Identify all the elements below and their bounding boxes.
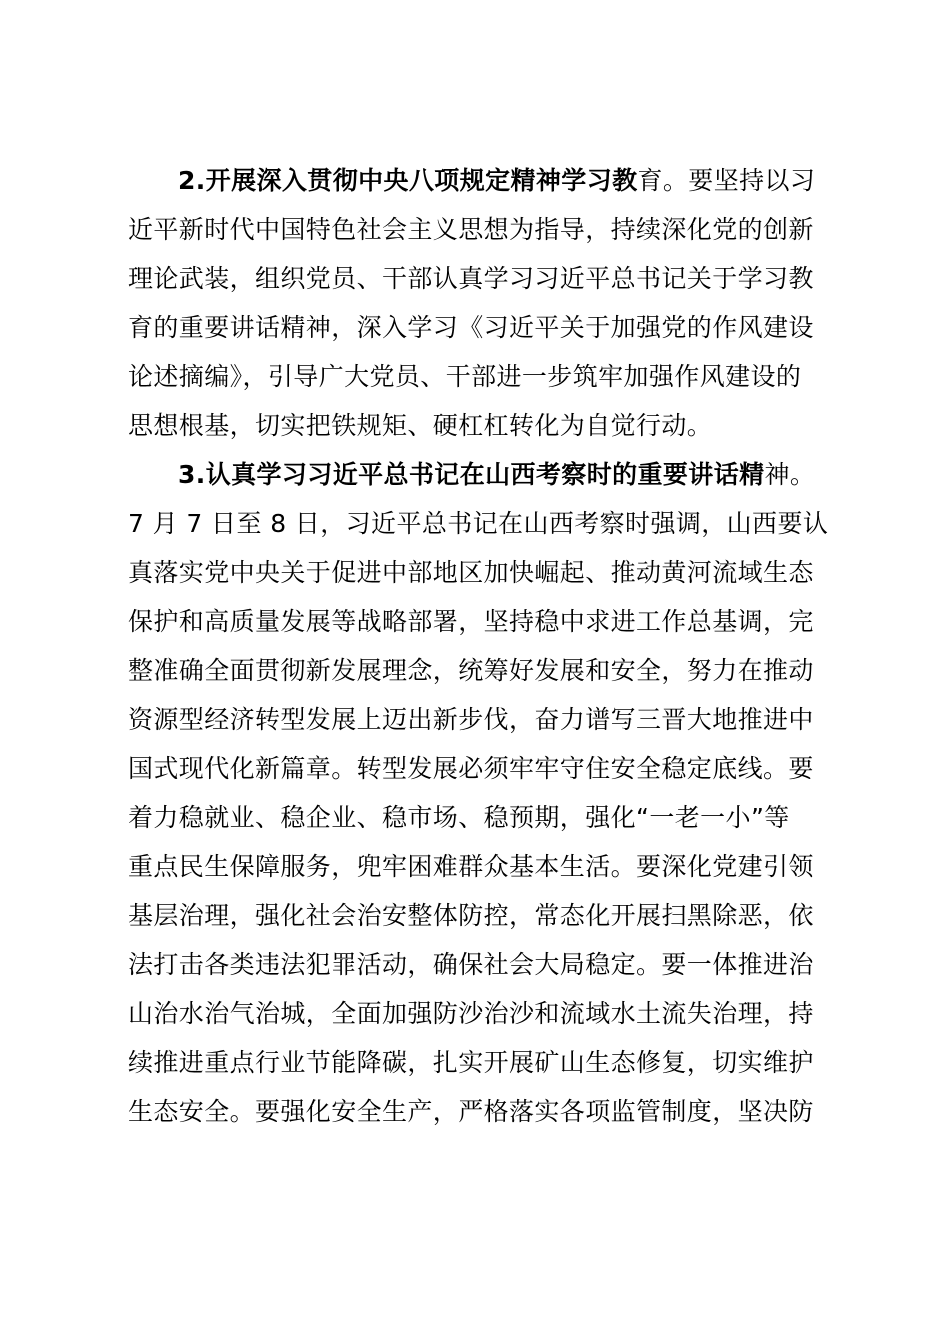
paragraph-3-line: 真落实党中央关于促进中部地区加快崛起、推动黄河流域生态: [128, 558, 814, 587]
paragraph-3-line: 保护和高质量发展等战略部署，坚持稳中求进工作总基调，完: [128, 607, 814, 636]
paragraph-3-line: 法打击各类违法犯罪活动，确保社会大局稳定。要一体推进治: [128, 950, 814, 979]
paragraph-3-heading-tail: 神。: [764, 460, 816, 489]
paragraph-3-line: 生态安全。要强化安全生产，严格落实各项监管制度，坚决防: [128, 1097, 814, 1126]
paragraph-3-first-line: [128, 450, 850, 499]
paragraph-2-line: 论述摘编》，引导广大党员、干部进一步筑牢加强作风建设的: [128, 362, 802, 391]
paragraph-3-heading: 3.认真学习习近平总书记在山西考察时的重要讲话精: [178, 460, 765, 489]
paragraph-3-line: 重点民生保障服务，兜牢困难群众基本生活。要深化党建引领: [128, 852, 814, 881]
paragraph-2-line: 育的重要讲话精神，深入学习《习近平关于加强党的作风建设: [128, 313, 814, 342]
document-body: [128, 156, 850, 1136]
paragraph-2-line: 思想根基，切实把铁规矩、硬杠杠转化为自觉行动。: [128, 411, 713, 440]
paragraph-2-heading: 2.开展深入贯彻中央八项规定精神学习教: [178, 166, 638, 195]
paragraph-3-line: 续推进重点行业节能降碳，扎实开展矿山生态修复，切实维护: [128, 1048, 814, 1077]
paragraph-3-line: 国式现代化新篇章。转型发展必须牢牢守住安全稳定底线。要: [128, 754, 814, 783]
paragraph-3-line: 基层治理，强化社会治安整体防控，常态化开展扫黑除恶，依: [128, 901, 814, 930]
paragraph-2-line: 理论武装，组织党员、干部认真学习习近平总书记关于学习教: [128, 264, 814, 293]
paragraph-3-line: 7 月 7 日至 8 日，习近平总书记在山西考察时强调，山西要认: [128, 509, 829, 538]
paragraph-2-first-line: [128, 156, 850, 205]
paragraph-3-line: 整准确全面贯彻新发展理念，统筹好发展和安全，努力在推动: [128, 656, 814, 685]
paragraph-3-line: 资源型经济转型发展上迈出新步伐，奋力谱写三晋大地推进中: [128, 705, 814, 734]
paragraph-2-line: 近平新时代中国特色社会主义思想为指导，持续深化党的创新: [128, 215, 814, 244]
paragraph-3-line: 山治水治气治城，全面加强防沙治沙和流域水土流失治理，持: [128, 999, 814, 1028]
paragraph-2-heading-tail: 育。要坚持以习: [637, 166, 816, 195]
paragraph-3-line: 着力稳就业、稳企业、稳市场、稳预期，强化“一老一小”等: [128, 803, 790, 832]
